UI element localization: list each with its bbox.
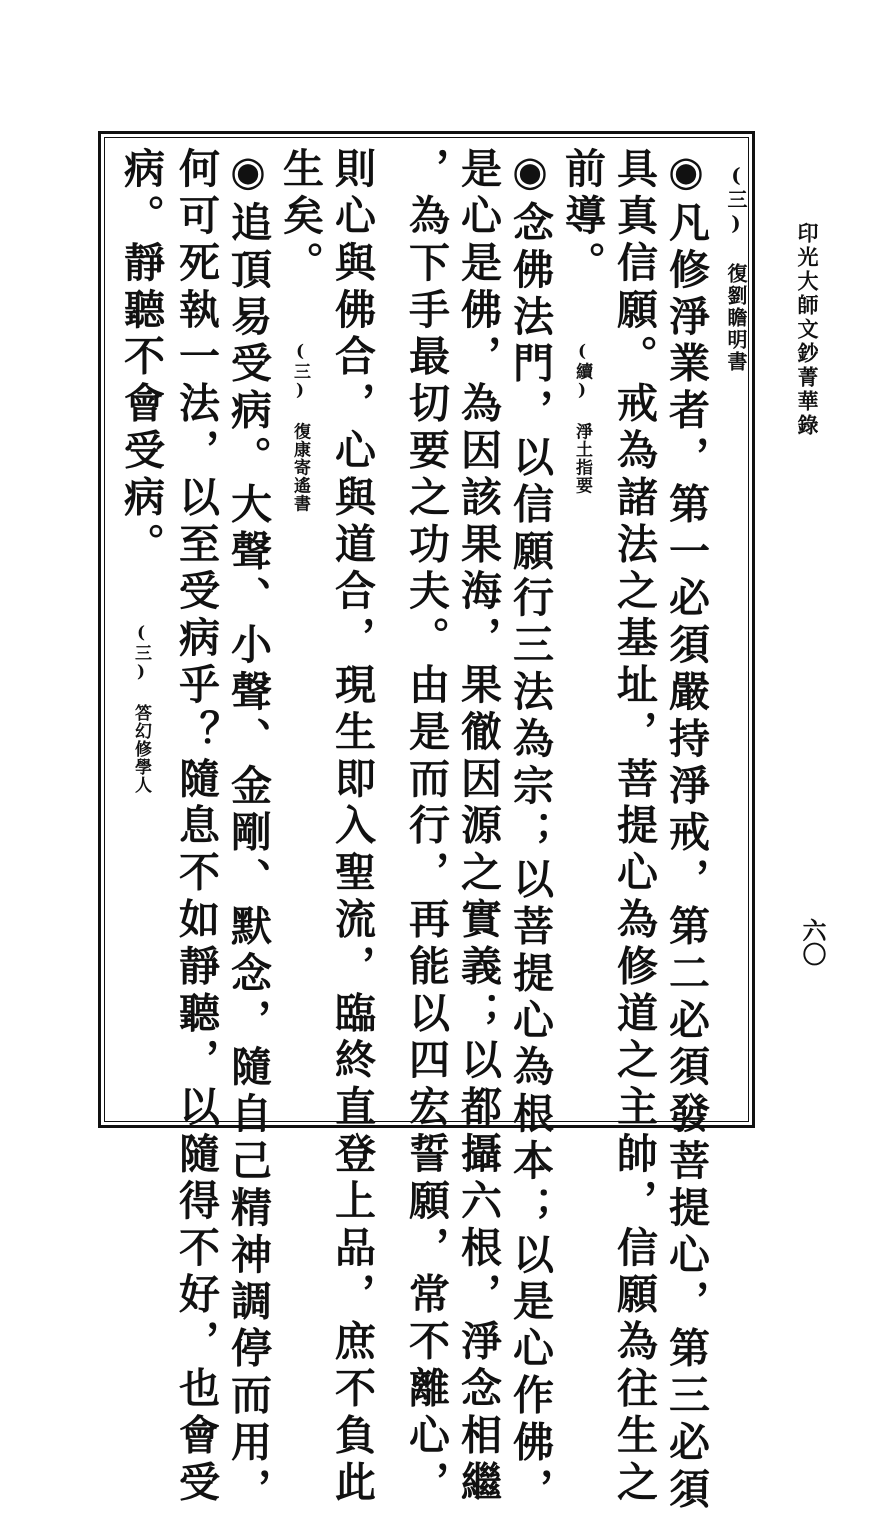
text-column-7: [328, 147, 376, 1508]
text-column-9: [224, 147, 272, 1514]
line-text: 具真信願。戒為諸法之基址，菩提心為修道之主帥，信願為往生之: [610, 147, 658, 1508]
line-text: 則心與佛合，心與道合，現生即入聖流，臨終直登上品，庶不負此: [328, 147, 376, 1508]
line-text: 病。靜聽不會受病。: [117, 147, 165, 570]
line-text: ◉凡修淨業者，第一必須嚴持淨戒，第二必須發菩提心，第三必須: [662, 147, 710, 1514]
line-text: 前導。: [558, 147, 606, 288]
text-column-8: [276, 147, 324, 513]
text-column-1: [662, 147, 710, 1514]
text-column-5: [454, 147, 502, 1508]
text-column-3: [558, 147, 606, 495]
section-ref-jingtu-zhiyao: (續) 淨土指要: [572, 341, 592, 495]
ref-text: (三) 復劉瞻明書: [724, 163, 748, 373]
text-column-10: [172, 147, 220, 1508]
section-ref-kang-jiyao: (三) 復康寄遙書: [290, 341, 310, 513]
text-column-4: [506, 147, 554, 1514]
text-column-6: [402, 147, 450, 1508]
line-text: 生矣。: [276, 147, 324, 288]
text-column-11: [117, 147, 165, 795]
section-ref-liu-zhanming: [722, 163, 751, 373]
line-text: 何可死執一法，以至受病乎？隨息不如靜聽，以隨得不好，也會受: [172, 147, 220, 1508]
text-column-2: [610, 147, 658, 1508]
line-text: ◉追頂易受病。大聲、小聲、金剛、默念，隨自己精神調停而用，: [224, 147, 272, 1514]
line-text: 是心是佛，為因該果海，果徹因源之實義；以都攝六根，淨念相繼: [454, 147, 502, 1508]
line-text: ，為下手最切要之功夫。由是而行，再能以四宏誓願，常不離心，: [402, 147, 450, 1508]
running-header-title: 印光大師文鈔菁華錄: [795, 222, 820, 438]
line-text: ◉念佛法門，以信願行三法為宗；以菩提心為根本；以是心作佛，: [506, 147, 554, 1514]
section-ref-huanxiu-xueren: (三) 答幻修學人: [131, 623, 151, 795]
page-number: 六〇: [798, 918, 827, 966]
